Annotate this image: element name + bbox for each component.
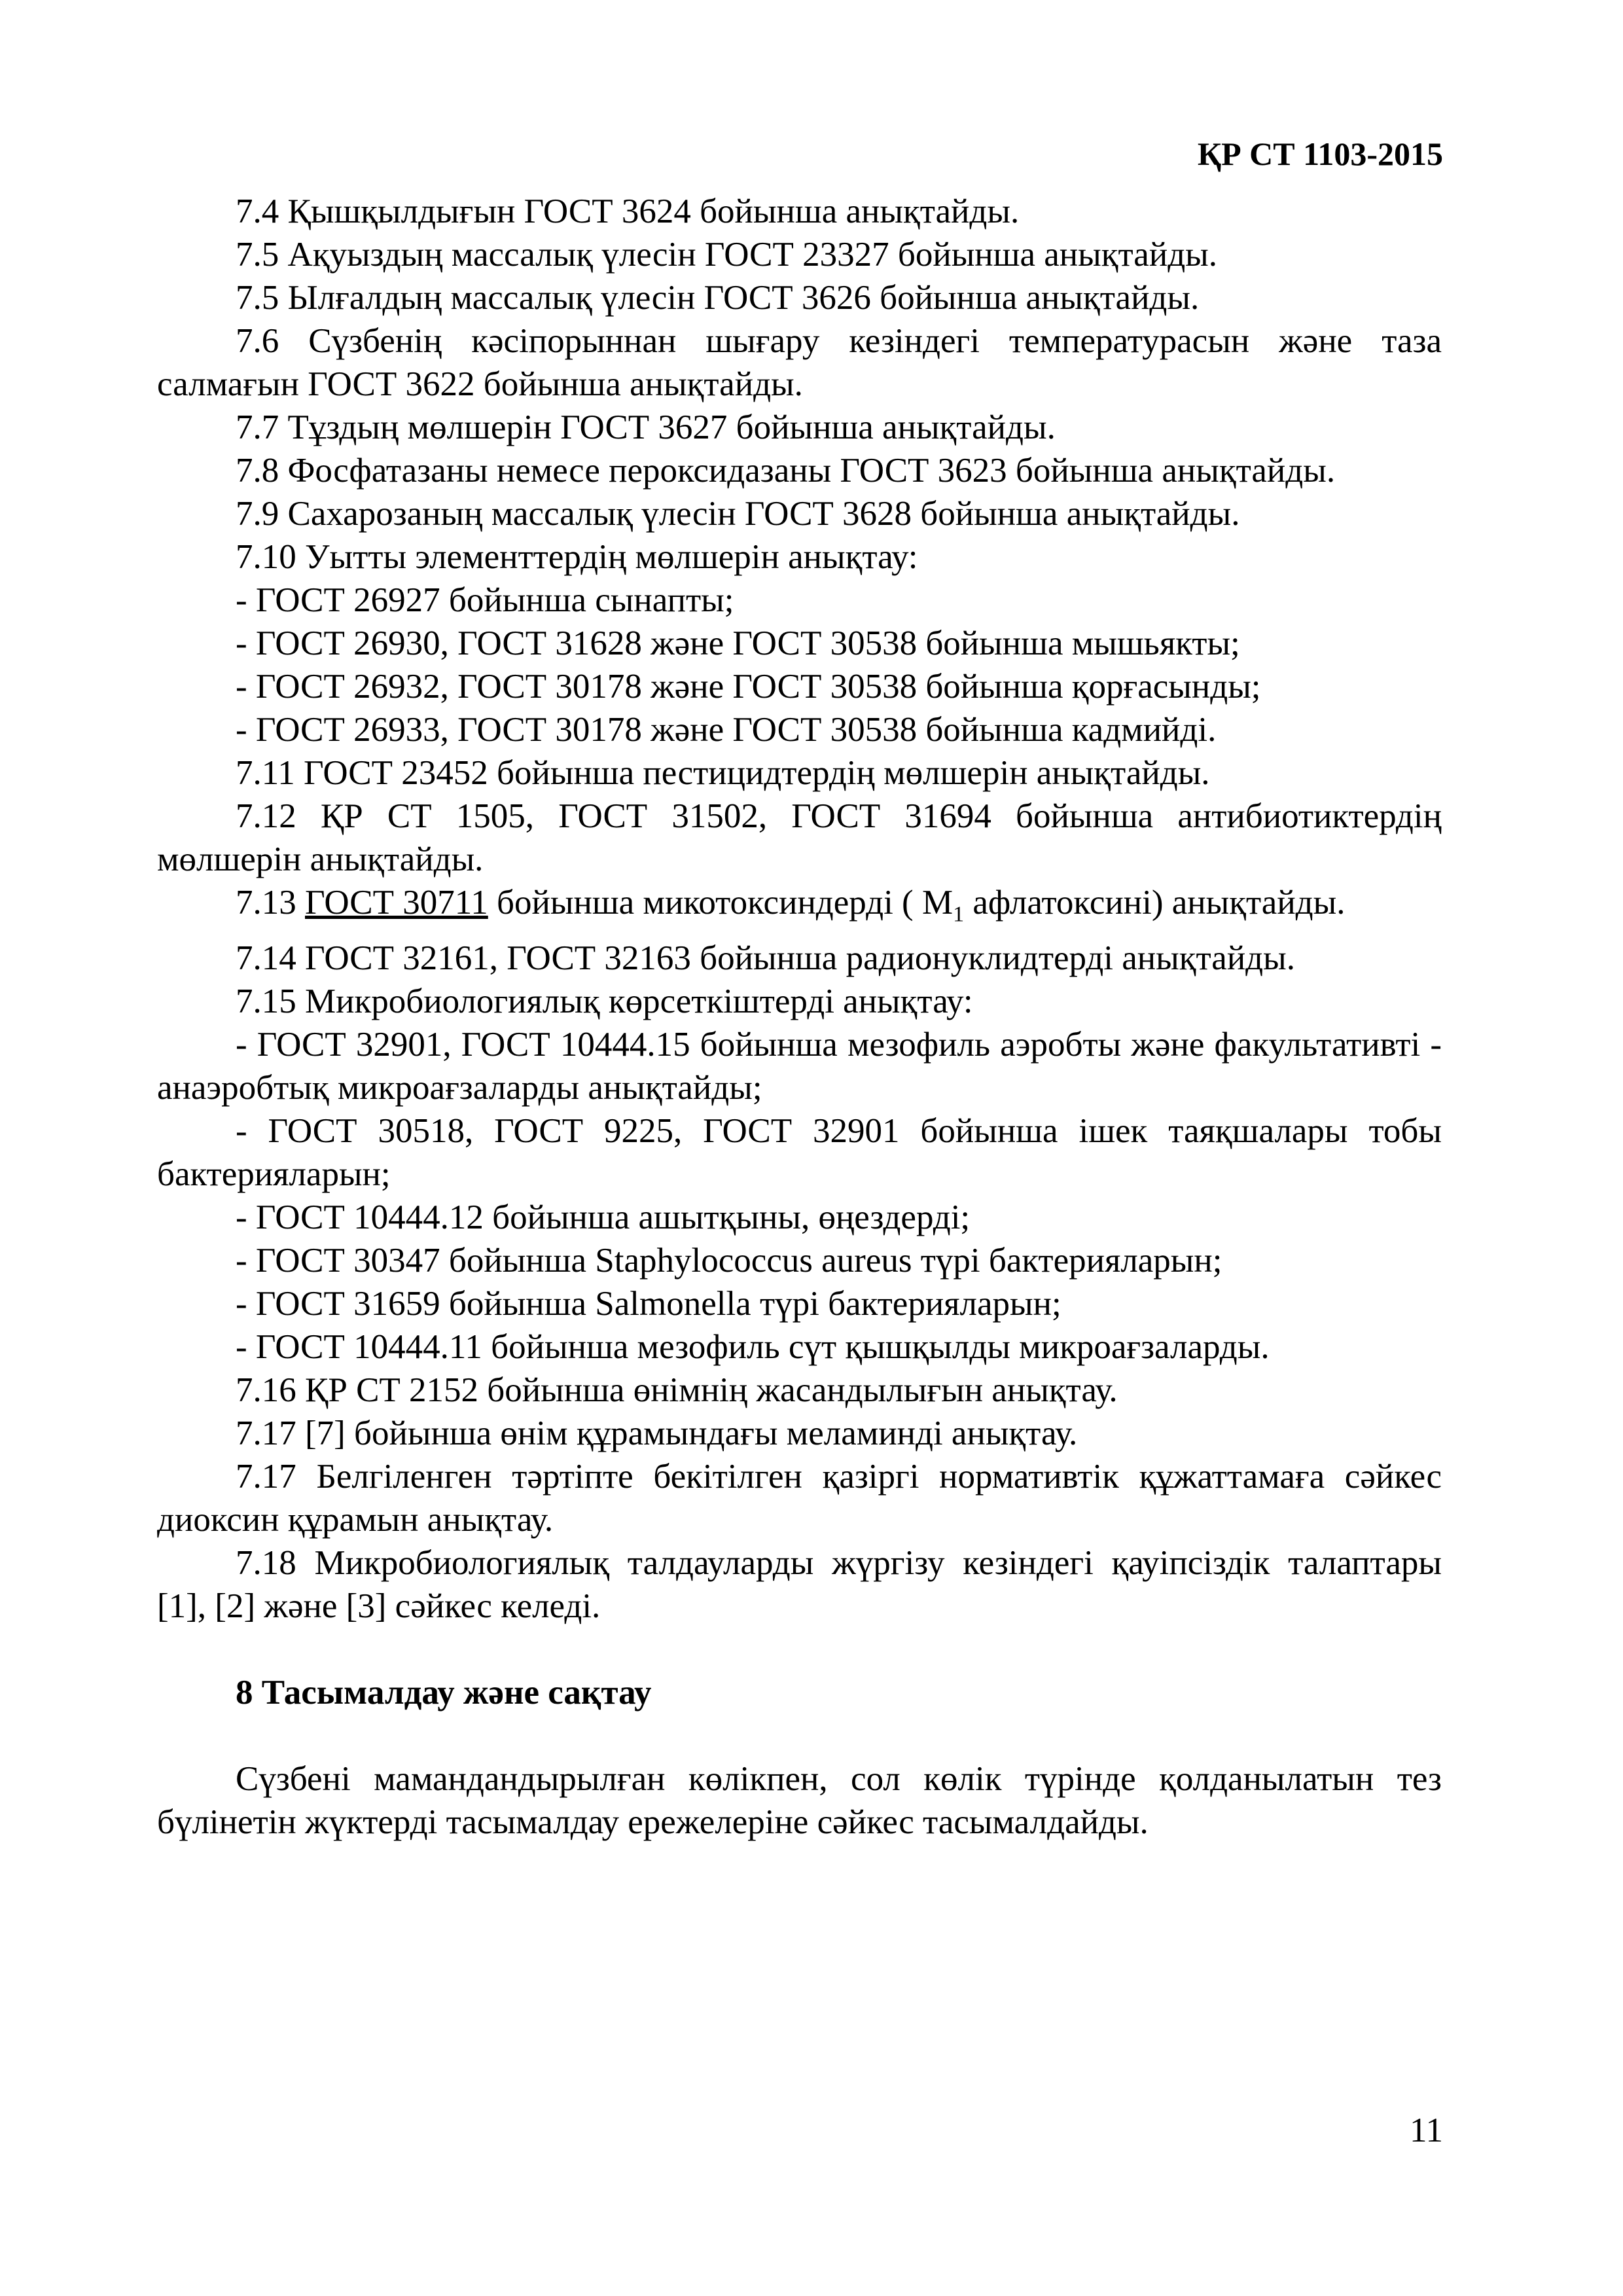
item-7-13: [157, 881, 1442, 937]
list-item-staphylococcus: - ГОСТ 30347 бойынша Staphylococcus aureus түрі бактерияларын;: [236, 1241, 1222, 1280]
item-7-13-subscript: 1: [953, 902, 965, 927]
list-item-coliform: - ГОСТ 30518, ГОСТ 9225, ГОСТ 32901 бойынша ішек таяқшалары тобы бактерияларын;: [157, 1111, 1442, 1193]
list-item-cadmium: - ГОСТ 26933, ГОСТ 30178 және ГОСТ 30538 бойынша кадмийді.: [236, 711, 1217, 749]
item-7-17-dioxin: 7.17 Белгіленген тәртіпте бекітілген қазіргі нормативтік құжаттамаға сәйкес диоксин құрамын анықтау.: [157, 1457, 1442, 1539]
section-8-paragraph: Сүзбені мамандандырылған көлікпен, сол көлік түрінде қолданылатын тез бүлінетін жүктерді тасымалдау ережелеріне сәйкес тасымалдайды.: [157, 1759, 1442, 1841]
item-7-8: 7.8 Фосфатазаны немесе пероксидазаны ГОСТ 3623 бойынша анықтайды.: [236, 452, 1336, 490]
list-item-lead: - ГОСТ 26932, ГОСТ 30178 және ГОСТ 30538 бойынша қорғасынды;: [236, 668, 1261, 706]
list-item-mesophilic-aerobic: - ГОСТ 32901, ГОСТ 10444.15 бойынша мезофиль аэробты және факультативті - анаэробтық микроағзаларды анықтайды;: [157, 1025, 1442, 1107]
item-7-7: 7.7 Тұздың мөлшерін ГОСТ 3627 бойынша анықтайды.: [236, 408, 1056, 446]
item-7-14: 7.14 ГОСТ 32161, ГОСТ 32163 бойынша радионуклидтерді анықтайды.: [236, 939, 1296, 977]
item-7-10: 7.10 Уытты элементтердің мөлшерін анықтау:: [236, 538, 918, 576]
gost-30711-link[interactable]: ГОСТ 30711: [305, 884, 488, 922]
document-body: [157, 190, 1442, 1844]
document-code-header: ҚР СТ 1103-2015: [1197, 135, 1443, 172]
item-7-12: 7.12 ҚР СТ 1505, ГОСТ 31502, ГОСТ 31694 бойынша антибиотиктердің мөлшерін анықтайды.: [157, 797, 1442, 878]
list-item-salmonella: - ГОСТ 31659 бойынша Salmonella түрі бактерияларын;: [236, 1284, 1061, 1323]
item-7-5-moisture: 7.5 Ылғалдың массалық үлесін ГОСТ 3626 бойынша анықтайды.: [236, 279, 1200, 317]
list-item-yeast-mold: - ГОСТ 10444.12 бойынша ашытқыны, өңездерді;: [236, 1198, 971, 1236]
item-7-5-protein: 7.5 Ақуыздың массалық үлесін ГОСТ 23327 бойынша анықтайды.: [236, 236, 1218, 274]
spacer: [157, 1714, 1442, 1757]
item-7-11: 7.11 ГОСТ 23452 бойынша пестицидтердің мөлшерін анықтайды.: [236, 754, 1210, 792]
item-7-13-number: 7.13: [236, 884, 296, 922]
item-7-13-text: бойынша микотоксиндерді ( М: [497, 884, 954, 922]
list-item-arsenic: - ГОСТ 26930, ГОСТ 31628 және ГОСТ 30538 бойынша мышьякты;: [236, 624, 1240, 662]
item-7-16: 7.16 ҚР СТ 2152 бойынша өнімнің жасандылығын анықтау.: [236, 1371, 1118, 1409]
list-item-mercury: - ГОСТ 26927 бойынша сынапты;: [236, 581, 734, 619]
section-8-heading: 8 Тасымалдау және сақтау: [236, 1673, 652, 1712]
item-7-4: 7.4 Қышқылдығын ГОСТ 3624 бойынша анықтайды.: [236, 192, 1020, 230]
item-7-13-text-end: афлатоксині) анықтайды.: [972, 884, 1346, 922]
list-item-lactic-acid: - ГОСТ 10444.11 бойынша мезофиль сүт қышқылды микроағзаларды.: [236, 1327, 1270, 1366]
item-7-17-melamine: 7.17 [7] бойынша өнім құрамындағы меламинді анықтау.: [236, 1414, 1078, 1452]
spacer: [157, 1628, 1442, 1671]
item-7-9: 7.9 Сахарозаның массалық үлесін ГОСТ 3628 бойынша анықтайды.: [236, 495, 1240, 533]
page-number: 11: [1409, 2111, 1443, 2149]
item-7-18: 7.18 Микробиологиялық талдауларды жүргізу кезіндегі қауіпсіздік талаптары [1], [2] және [3] сәйкес келеді.: [157, 1543, 1442, 1625]
item-7-6: 7.6 Сүзбенің кәсіпорыннан шығару кезіндегі температурасын және таза салмағын ГОСТ 3622 бойынша анықтайды.: [157, 322, 1442, 403]
item-7-15: 7.15 Микробиологиялық көрсеткіштерді анықтау:: [236, 982, 973, 1020]
